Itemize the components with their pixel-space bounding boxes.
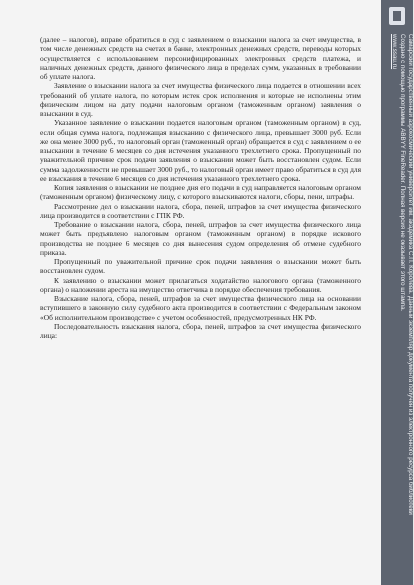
paragraph: Требование о взыскании налога, сбора, пеней, штрафов за счет имущества физического лица может быть предъявлено налоговым органом (таможенным органом) в порядке искового производства не позднее 6 месяцев со дня вынесения судом определения об отмене судебного приказа. bbox=[40, 220, 361, 257]
watermark-text bbox=[390, 34, 414, 515]
paragraph: Пропущенный по уважительной причине срок подачи заявления о взыскании может быть восстановлен судом. bbox=[40, 257, 361, 276]
paragraph: Заявление о взыскании налога за счет имущества физического лица подается в отношении всех требований об уплате налога, по которым истек срок исполнения и которые не исполнены этим физическим лицом на дату подачи налоговым органом (таможенным органом) заявления о взыскании в суд. bbox=[40, 81, 361, 118]
paragraph: (далее – налогов), вправе обратиться в суд с заявлением о взыскании налога за счет имущества, в том числе денежных средств на счетах в банке, электронных денежных средств, переводы которых осуществляется с использованием персонифицированных электронных средств платежа, и наличных денежных средств, данного физического лица в пределах сумм, указанных в требовании об уплате налога. bbox=[40, 35, 361, 81]
watermark-sidebar bbox=[381, 0, 413, 585]
paragraph: Взыскание налога, сбора, пеней, штрафов за счет имущества физического лица на основании вступившего в законную силу судебного акта производится в соответствии с Федеральным законом «Об исполнительном производстве» с учетом особенностей, предусмотренных НК РФ. bbox=[40, 294, 361, 322]
document-text bbox=[40, 35, 361, 340]
library-logo-icon bbox=[389, 7, 405, 25]
paragraph: Указанное заявление о взыскании подается налоговым органом (таможенным органом) в суд, если общая сумма налога, подлежащая взысканию с физического лица, превышает 3000 руб. Если же она менее 3000 руб., то налоговый орган (таможенный орган) обращается в суд с заявлением о ее взыскании в течение 6 месяцев со дня истечения указанного трехлетнего срока. Пропущенный по уважительной причине срок подачи заявления о взыскании может быть восстановлен судом. Если сумма задолженности не превышает 3000 руб., то налоговый орган имеет право обратиться в суд для ее взыскания в течение 6 месяцев со дня истечения указанного трехлетнего срока. bbox=[40, 118, 361, 183]
watermark-line: Самарский государственный аэрокосмический университет им. академика С.П. Королева. Данный экземпляр документа получен из электронного ресурса библиотеки bbox=[407, 34, 414, 515]
watermark-url[interactable]: www.ssau.ru bbox=[391, 34, 398, 70]
paragraph: Копия заявления о взыскании не позднее дня его подачи в суд направляется налоговым органом (таможенным органом) физическому лицу, с которого взыскиваются налоги, сборы, пени, штрафы. bbox=[40, 183, 361, 202]
paragraph: Последовательность взыскания налога, сбора, пеней, штрафов за счет имущества физического лица: bbox=[40, 321, 361, 340]
watermark-line: Создано с помощью программы ABBYY FineReader. Полная версия не оказывает этого штампа. bbox=[399, 34, 406, 312]
paragraph: Рассмотрение дел о взыскании налога, сбора, пеней, штрафов за счет имущества физического лица производится в соответствии с ГПК РФ. bbox=[40, 201, 361, 220]
paragraph: К заявлению о взыскании может прилагаться ходатайство налогового органа (таможенного органа) о наложении ареста на имущество ответчика в порядке обеспечения требования. bbox=[40, 275, 361, 294]
